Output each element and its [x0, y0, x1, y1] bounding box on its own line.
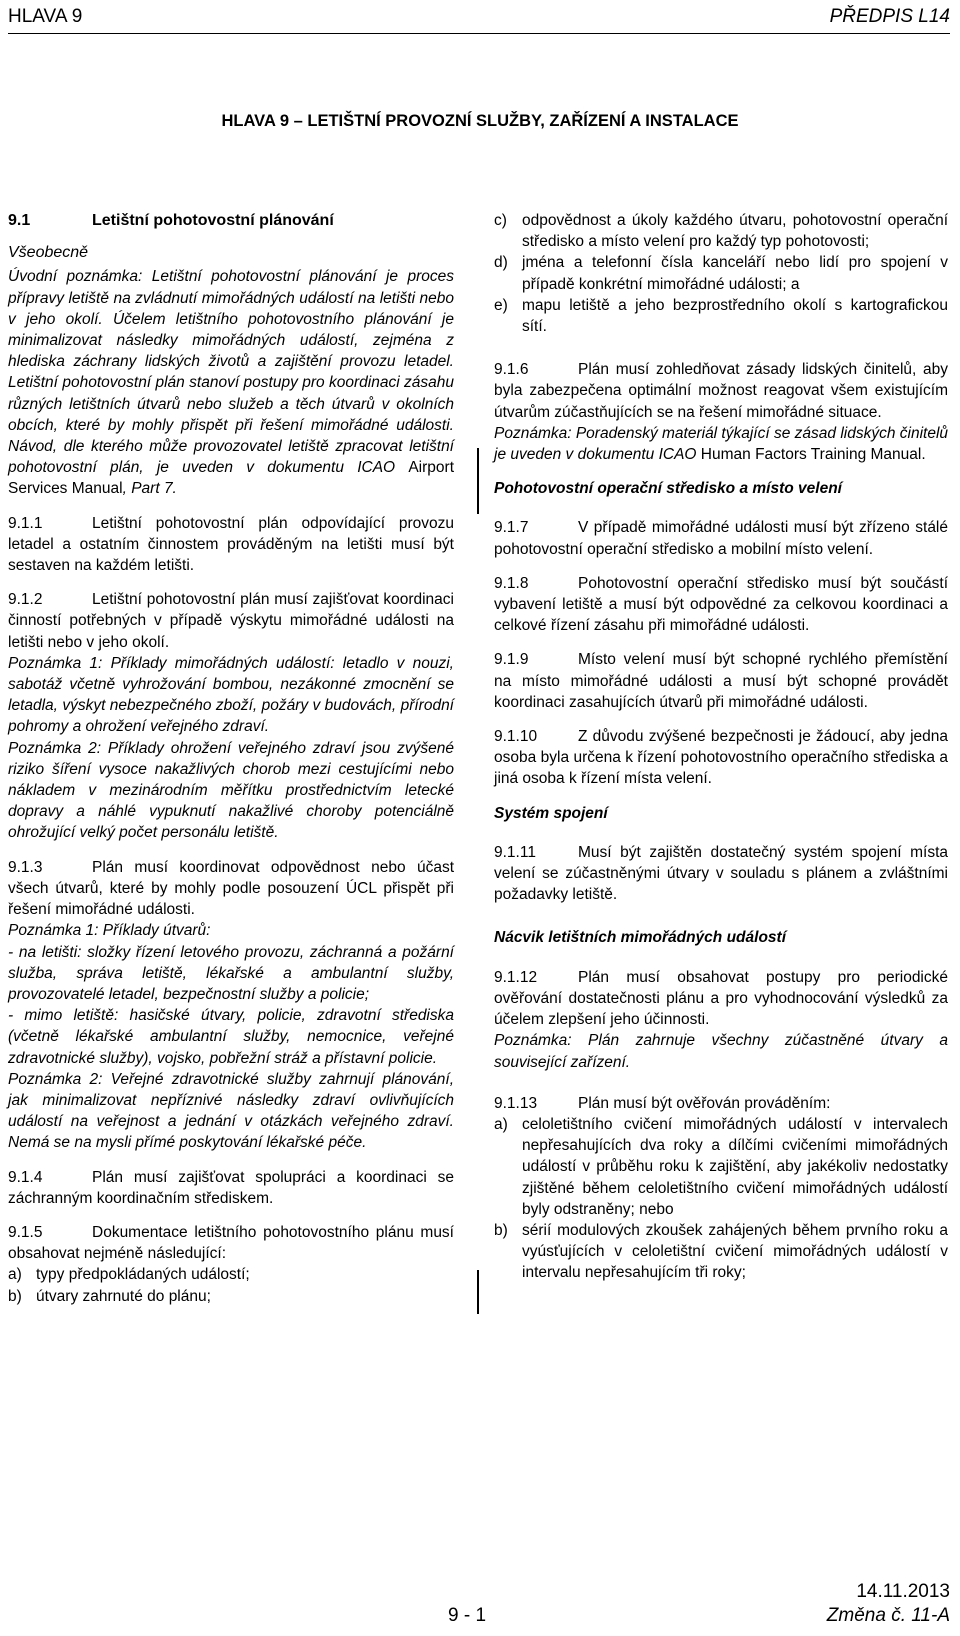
para-9-1-3 — [8, 857, 454, 921]
note-units-outside: - mimo letiště: hasičské útvary, policie, zdravotní střediska (včetně lékařské ambulantní služby, nemocnice, veřejné zdravotnické služby), vojsko, pobřežní stráž a přístavní policie. — [8, 1007, 454, 1067]
para-text: Plán musí zajišťovat spolupráci a koordinaci se záchranným koordinačním střediskem. — [8, 1168, 454, 1207]
para-number: 9.1.1 — [8, 514, 43, 532]
para-number: 9.1.10 — [494, 728, 538, 746]
list-item — [494, 252, 948, 294]
list-item — [494, 210, 948, 252]
note-2-health: Poznámka 2: Příklady ohrožení veřejného zdraví jsou zvýšené riziko šíření vysoce nakažlivých chorob mezi cestujícími nebo nákladem v mezinárodním měřítku prostřednictvím letecké dopravy a náhlé vypuknutí nakažlivé choroby potenciálně ohrožující velký počet personálu letiště. — [8, 739, 454, 842]
para-text: Plán musí být ověřován prováděním: — [578, 1094, 831, 1112]
subheading-general: Všeobecně — [8, 244, 89, 262]
para-text: Musí být zajištěn dostatečný systém spojení místa velení se zúčastněnými útvary v souladu s plánem a zvláštními požadavky letiště. — [494, 843, 948, 904]
para-9-1-6 — [494, 359, 948, 423]
list-label: c) — [494, 212, 507, 229]
para-9-1-8 — [494, 573, 948, 637]
note-1-events: Poznámka 1: Příklady mimořádných událostí: letadlo v nouzi, sabotáž včetně vyhrožování bombou, nezákonné zmocnění se letadla, výskyt nebezpečného zboží, požáry v budovách, přírodní pohromy a ohrožení veřejného zdraví. — [8, 654, 454, 736]
header-regulation: PŘEDPIS L14 — [829, 6, 950, 27]
intro-note — [8, 266, 454, 499]
para-number: 9.1.4 — [8, 1168, 43, 1186]
list-item — [494, 1114, 948, 1220]
section-heading — [8, 210, 454, 231]
para-number: 9.1.3 — [8, 858, 43, 876]
para-9-1-5 — [8, 1222, 454, 1264]
list-item — [8, 1286, 454, 1307]
list-label: e) — [494, 296, 508, 314]
header-rule — [8, 33, 950, 34]
list-text: sérií modulových zkoušek zahájených během prvního roku a vyúsťujících v celoletištní cvičení mimořádných událostí v intervalu nepřesahujícím tři roky; — [522, 1221, 948, 1282]
para-text: V případě mimořádné události musí být zřízeno stálé pohotovostní operační středisko a mobilní místo velení. — [494, 519, 948, 558]
note-doc-name: Human Factors Training Manual. — [700, 446, 926, 464]
para-9-1-4 — [8, 1167, 454, 1209]
list-label: d) — [494, 254, 508, 272]
para-number: 9.1.9 — [494, 651, 529, 669]
intro-doc-part: , Part 7. — [122, 480, 177, 498]
left-column — [8, 210, 454, 1307]
para-number: 9.1.2 — [8, 591, 43, 609]
list-text: jména a telefonní čísla kanceláří nebo lidí pro spojení v případě konkrétní mimořádné události; a — [522, 254, 948, 293]
para-number: 9.1.5 — [8, 1223, 43, 1241]
para-text: Plán musí obsahovat postupy pro periodické ověřování dostatečnosti plánu a pro vyhodnocování výsledků za účelem zlepšení jeho účinnosti. — [494, 968, 948, 1029]
para-number: 9.1.12 — [494, 968, 538, 986]
section-title: Letištní pohotovostní plánování — [92, 212, 334, 229]
list-label: b) — [8, 1287, 22, 1305]
heading-operations-center: Pohotovostní operační středisko a místo velení — [494, 480, 842, 498]
right-column — [494, 210, 948, 1284]
para-9-1-7 — [494, 517, 948, 559]
note-public-health: Poznámka 2: Veřejné zdravotnické služby zahrnují plánování, jak minimalizovat nepříznivé následky zdraví ovlivňujících událostí na veřejnost a jednání v otázkách veřejného zdraví. Nemá se na mysli přímé poskytování lékařské péče. — [8, 1070, 454, 1152]
note-units-airport: - na letišti: složky řízení letového provozu, záchranná a požární služba, správa letiště, lékařské a ambulantní služby, provozovatelé letadel, bezpečnostní služby a policie; — [8, 943, 454, 1003]
chapter-title: HLAVA 9 – LETIŠTNÍ PROVOZNÍ SLUŽBY, ZAŘÍZENÍ A INSTALACE — [221, 112, 739, 130]
para-number: 9.1.13 — [494, 1094, 538, 1112]
para-text: Z důvodu zvýšené bezpečnosti je žádoucí, aby jedna osoba byla určena k řízení pohotovostního operačního střediska a jiná osoba k řízení místa velení. — [494, 728, 948, 788]
note-text: Poznámka: Poradenský materiál týkající se zásad lidských činitelů je uveden v dokumentu ICAO — [494, 424, 949, 464]
list-text: odpovědnost a úkoly každého útvaru, pohotovostní operační středisko a místo velení pro každý typ pohotovosti; — [522, 212, 948, 251]
para-9-1-1 — [8, 513, 454, 577]
para-9-1-11 — [494, 842, 948, 906]
para-9-1-12 — [494, 967, 948, 1031]
intro-text: Úvodní poznámka: Letištní pohotovostní plánování je proces přípravy letiště na zvládnutí mimořádných událostí na letišti nebo v jeho okolí. Účelem letištního pohotovostního plánování je minimalizovat následky mimořádných událostí, zejména z hlediska záchrany lidských životů a zajištění provozu letadel. Letištní pohotovostní plán stanoví postupy pro koordinaci zásahu různých letištních útvarů nebo služeb a těch útvarů v okolních obcích, které by mohly přispět při řešení mimořádné události. Návod, dle kterého může provozovatel letiště zpracovat letištní pohotovostní plán, je uveden v dokumentu ICAO — [8, 268, 454, 477]
intro-doc-manual: Manual — [67, 480, 123, 498]
list-label: a) — [8, 1266, 22, 1284]
list-text: útvary zahrnuté do plánu; — [36, 1287, 211, 1305]
para-text: Plán musí koordinovat odpovědnost nebo účast všech útvarů, které by mohly podle posouzení ÚCL přispět při řešení mimořádné události. — [8, 858, 454, 919]
heading-exercises: Nácvik letištních mimořádných událostí — [494, 929, 786, 947]
list-text: celoletištního cvičení mimořádných událostí v intervalech nepřesahujících dva roky a dílčími cvičeními mimořádných událostí v průběhu roku k zajištění, aby jakékoliv nedostatky zjištěné během celoletištního cvičení mimořádných událostí byly odstraněny; nebo — [522, 1115, 948, 1218]
para-number: 9.1.7 — [494, 519, 529, 537]
list-text: mapu letiště a jeho bezprostředního okolí s kartografickou sítí. — [522, 296, 948, 336]
list-item — [494, 1220, 948, 1284]
para-text: Místo velení musí být schopné rychlého přemístění na místo mimořádné události a musí být schopné provádět koordinaci zasahujících útvarů při mimořádné události. — [494, 651, 948, 711]
para-text: Letištní pohotovostní plán odpovídající provozu letadel a ostatním činnostem prováděným na letišti musí být sestaven na každém letišti. — [8, 514, 454, 575]
para-9-1-9 — [494, 649, 948, 713]
para-9-1-13 — [494, 1093, 948, 1114]
para-9-1-2 — [8, 589, 454, 653]
para-number: 9.1.11 — [494, 843, 536, 861]
list-text: typy předpokládaných událostí; — [36, 1266, 250, 1284]
note-units-title: Poznámka 1: Příklady útvarů: — [8, 922, 211, 940]
note-exercises: Poznámka: Plán zahrnuje všechny zúčastněné útvary a související zařízení. — [494, 1032, 948, 1071]
para-text: Pohotovostní operační středisko musí být součástí vybavení letiště a musí být odpovědné za celkovou koordinaci a celkové řízení zásahu při mimořádné události. — [494, 574, 948, 635]
section-number: 9.1 — [8, 212, 31, 229]
para-number: 9.1.6 — [494, 361, 529, 379]
footer-date: 14.11.2013 — [856, 1581, 950, 1602]
header-chapter: HLAVA 9 — [8, 6, 83, 27]
para-text: Dokumentace letištního pohotovostního plánu musí obsahovat nejméně následující: — [8, 1223, 454, 1263]
para-text: Plán musí zohledňovat zásady lidských činitelů, aby byla zabezpečena optimální možnost reagovat všem existujícím útvarům zúčastňujících se na řešení mimořádné situace. — [494, 361, 948, 421]
intro-doc-name: Airport Services — [8, 459, 454, 498]
list-label: b) — [494, 1221, 508, 1239]
heading-communication: Systém spojení — [494, 804, 608, 822]
para-number: 9.1.8 — [494, 574, 529, 592]
para-text: Letištní pohotovostní plán musí zajišťovat koordinaci činností potřebných v případě výskytu mimořádné události na letišti nebo v jeho okolí. — [8, 591, 454, 651]
para-9-1-10 — [494, 726, 948, 790]
list-item — [494, 295, 948, 337]
note-human-factors — [494, 423, 948, 465]
footer-amendment: Změna č. 11-A — [826, 1605, 950, 1626]
change-bar — [477, 1270, 479, 1314]
footer-page-number: 9 - 1 — [448, 1605, 487, 1626]
change-bar — [477, 448, 479, 514]
list-item — [8, 1264, 454, 1285]
list-label: a) — [494, 1115, 508, 1133]
